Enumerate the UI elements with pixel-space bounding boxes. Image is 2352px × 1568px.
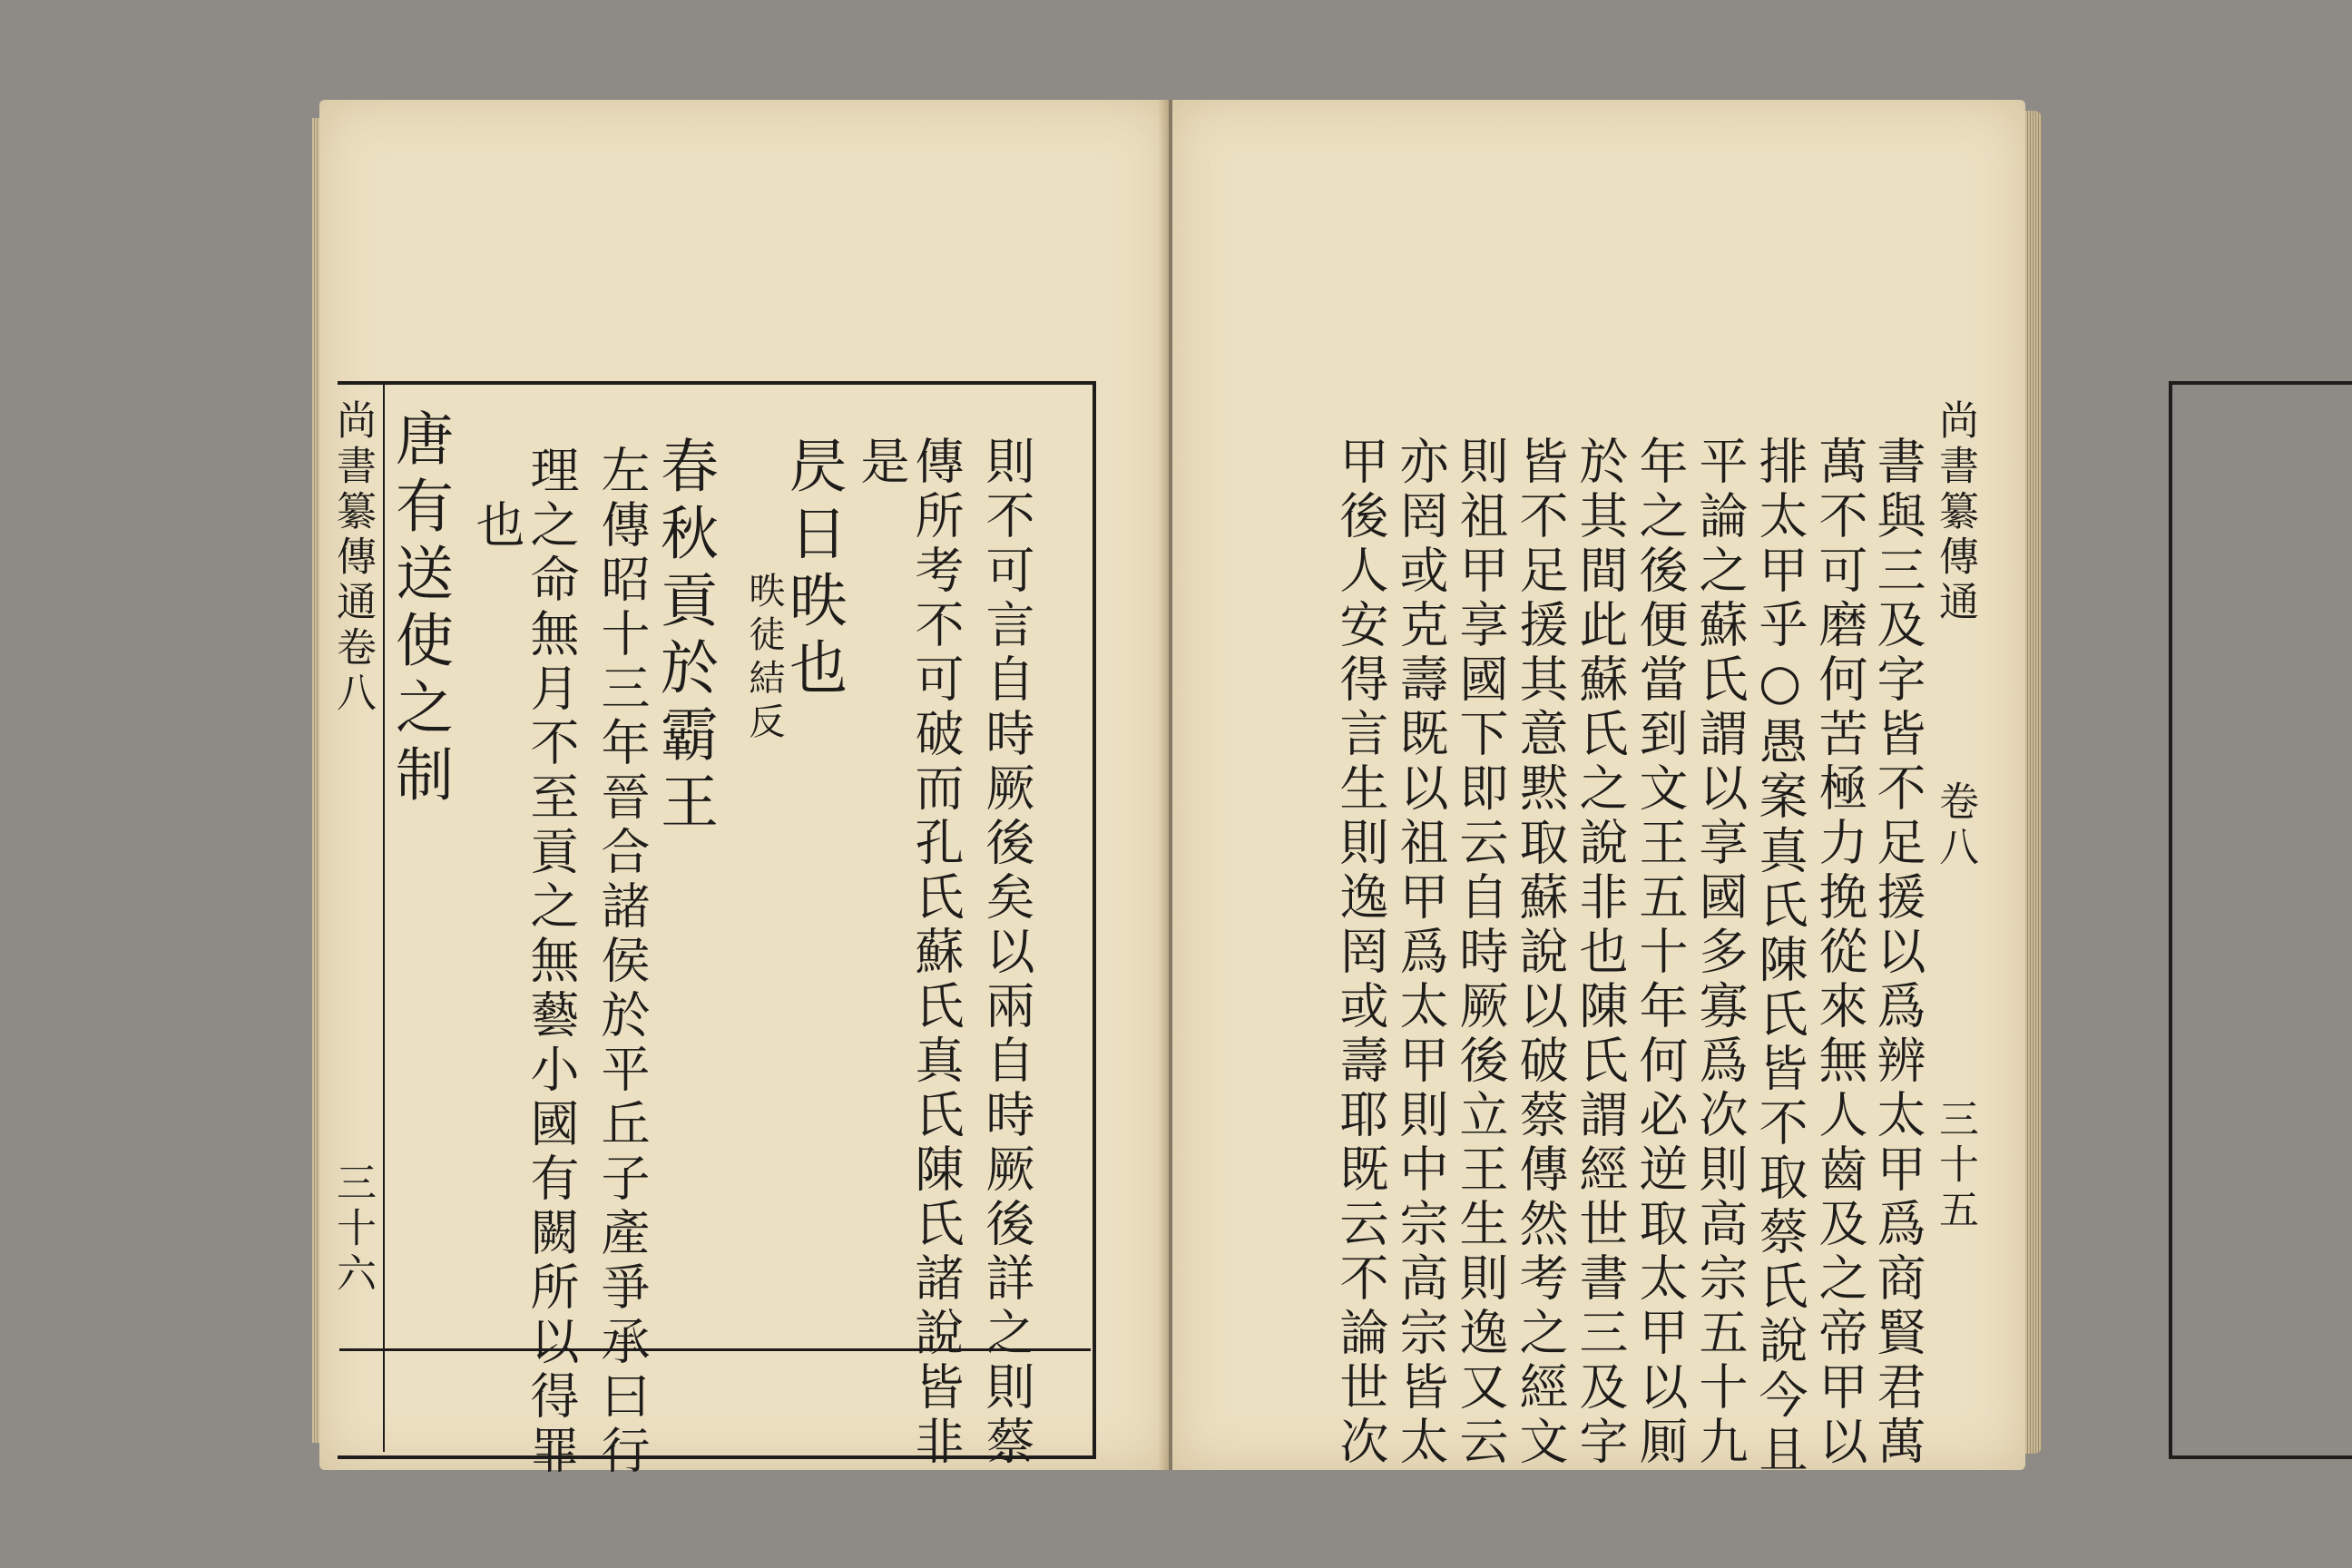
text-column: 春秋貢於霸王 xyxy=(651,436,718,838)
text-column: 平論之蘇氏謂以享國多寡爲次則高宗五十九 xyxy=(1691,436,1749,1470)
text-column: 排太甲乎○愚案真氏陳氏皆不取蔡氏說今且 xyxy=(1751,436,1808,1478)
text-column: 於其間此蘇氏之說非也陳氏謂經世書三及字 xyxy=(1572,436,1629,1470)
text-column: 也 xyxy=(468,499,525,554)
margin-title-right: 尚書纂傳通 xyxy=(1932,399,1978,626)
text-column: 唐有送使之制 xyxy=(386,408,453,811)
page-edges-right xyxy=(2025,111,2042,1454)
text-column: 年之後便當到文王五十年何必逆取太甲以厠 xyxy=(1632,436,1689,1470)
right-text-frame xyxy=(2169,381,2352,1459)
margin-divider xyxy=(383,385,385,1452)
text-column: 理之命無月不至貢之無藝小國有闕所以得罪 xyxy=(523,445,580,1479)
margin-folio-left: 三十六 xyxy=(329,1161,376,1298)
text-column: 左傳昭十三年晉合諸侯於平丘子產爭承曰行 xyxy=(593,445,651,1479)
text-column: 則祖甲享國下即云自時厥後立王生則逸又云 xyxy=(1452,436,1509,1470)
margin-folio-right: 三十五 xyxy=(1932,1098,1978,1234)
margin-title-left: 尚書纂傳通 xyxy=(329,399,376,626)
open-book xyxy=(319,100,2034,1479)
text-column: 昃日昳也 xyxy=(779,436,847,704)
text-column: 萬不可磨何苦極力挽從來無人齒及之帝甲以 xyxy=(1811,436,1868,1470)
margin-volume-right: 卷八 xyxy=(1932,780,1978,871)
left-page xyxy=(319,100,1169,1479)
text-column: 亦罔或克壽既以祖甲爲太甲則中宗高宗皆太 xyxy=(1392,436,1449,1470)
text-column: 甲後人安得言生則逸罔或壽耶既云不論世次 xyxy=(1332,436,1389,1470)
text-column: 傳所考不可破而孔氏蘇氏真氏陳氏諸說皆非 xyxy=(907,436,965,1470)
text-column: 是 xyxy=(853,436,910,490)
text-column: 則不可言自時厥後矣以兩自時厥後詳之則蔡 xyxy=(978,436,1035,1470)
text-column: 昳徒結反 xyxy=(743,572,785,746)
text-column: 皆不足援其意黙取蘇說以破蔡傳然考之經文 xyxy=(1512,436,1569,1470)
text-column: 書與三及字皆不足援以爲辨太甲爲商賢君萬 xyxy=(1869,436,1926,1470)
margin-volume-left: 卷八 xyxy=(329,626,376,717)
